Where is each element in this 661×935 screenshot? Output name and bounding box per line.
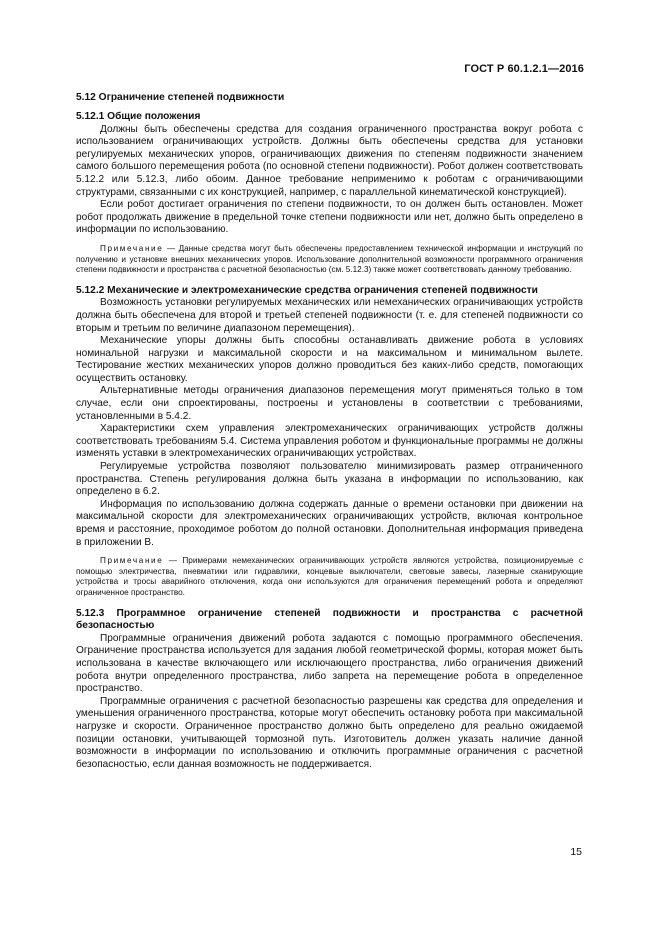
paragraph: Должны быть обеспечены средства для создания ограниченного пространства вокруг робота с использованием ограничивающих устройств. Должны быть обеспечены средства для установки регулируемых механических упоров, ограничивающих движения по степеням подвижности значением самого большого перемещения робота (по основной степени подвижности). Робот должен соответствовать 5.12.2 или 5.12.3, либо обоим. Данное требование неприменимо к роботам с ограничивающими структурами, связанными с их конструкцией, например, с параллельной кинематической конструкцией).: [76, 123, 583, 198]
note-text: — Примерами немеханических ограничивающих устройств являются устройства, позиционируемые с помощью электричества, пневматики или гидравлики, концевые выключатели, световые завесы, лазерные сканирующие устройства и тросы аварийного отключения, когда они используются для ограничения перемещений робота и определяют ограниченное пространство.: [76, 556, 583, 597]
paragraph: Если робот достигает ограничения по степени подвижности, то он должен быть остановлен. Может робот продолжать движение в предельной точке степени подвижности или нет, должно быть определено в информации по использованию.: [76, 199, 583, 236]
paragraph: Механические упоры должны быть способны останавливать движение робота в условиях номинальной нагрузки и максимальной скорости и на максимальном и минимальном вылете. Тестирование жестких механических упоров должно проводиться без каких-либо средств, помогающих осуществить остановку.: [76, 335, 583, 384]
section-title: 5.12 Ограничение степеней подвижности: [76, 92, 285, 103]
paragraph: Характеристики схем управления электромеханических ограничивающих устройств должны соответствовать требованиям 5.4. Система управления роботом и функциональные программы не должны изменять уставки в электромеханических ограничивающих устройствах.: [76, 423, 583, 460]
paragraph: Регулируемые устройства позволяют пользователю минимизировать размер отграниченного пространства. Степень регулирования должна быть указана в информации по использованию, как определено в 6.2.: [76, 461, 583, 498]
page-number: 15: [570, 846, 582, 858]
paragraph: Программные ограничения движений робота задаются с помощью программного обеспечения. Ограничение пространства используется для задания любой геометрической формы, которая может быть использована в качестве включающего или исключающего пространства, либо ограничения движений робота внутри определенного пространства, либо запрета на перемещение робота в определенное пространство.: [76, 632, 583, 695]
note: [76, 244, 583, 276]
page-content: [76, 91, 583, 771]
subsection-title-5-12-1: 5.12.1 Общие положения: [76, 111, 201, 122]
subsection-title-5-12-2: 5.12.2 Механические и электромеханические средства ограничения степеней подвижности: [76, 284, 538, 296]
note-label: Примечание: [100, 556, 164, 566]
paragraph: Альтернативные методы ограничения диапазонов перемещения могут применяться только в том случае, если они спроектированы, построены и установлены в соответствии с требованиями, установленными в 5.4.2.: [76, 385, 583, 422]
paragraph: Возможность установки регулируемых механических или немеханических ограничивающих устройств должна быть обеспечена для второй и третьей степеней подвижности (т. е. для степеней подвижности со вторым и третьим по величине диапазоном перемещения).: [76, 297, 583, 334]
paragraph: Программные ограничения с расчетной безопасностью разрешены как средства для определения и уменьшения ограниченного пространства, которые могут обеспечить остановку робота при максимальной нагрузке и скорости. Ограниченное пространство должно быть определено для реально ожидаемой позиции остановки, учитывающей тормозной путь. Изготовитель должен указать наличие данной возможности в информации по использованию и отключить программные ограничения с расчетной безопасностью, если данная возможность не поддерживается.: [76, 695, 583, 770]
note: [76, 556, 583, 598]
document-id-header: ГОСТ Р 60.1.2.1—2016: [464, 63, 584, 75]
subsection-title-5-12-3: 5.12.3 Программное ограничение степеней подвижности и пространства с расчетной безопасностью: [76, 607, 583, 632]
paragraph: Информация по использованию должна содержать данные о времени остановки при движении на максимальной скорости для электромеханических ограничивающих устройств, включая контрольное время и расстояние, проходимое роботом до полной остановки. Дополнительная информация приведена в приложении В.: [76, 498, 583, 548]
note-label: Примечание: [100, 243, 164, 253]
note-text: — Данные средства могут быть обеспечены предоставлением технической информации и инструкций по получению и установке внешних механических упоров. Использование дополнительной возможности программного ограничения степени подвижности и пространства с расчетной безопасностью (см. 5.12.3) также может соответствовать данному требованию.: [76, 243, 583, 275]
